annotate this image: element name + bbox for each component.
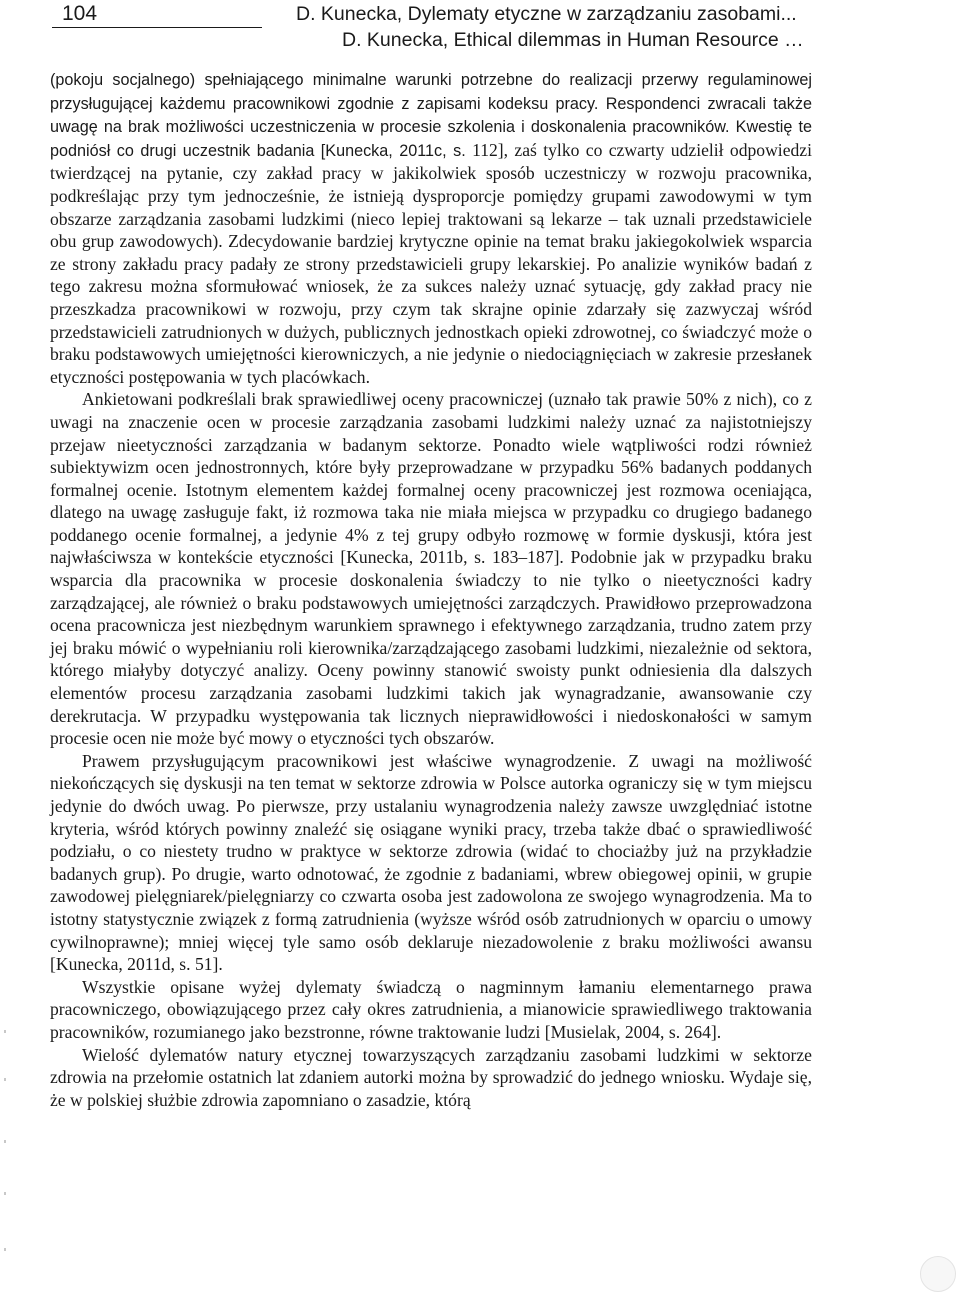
scan-mark xyxy=(4,1030,6,1033)
paragraph-5: Wielość dylematów natury etycznej towarzyszących zarządzaniu zasobami ludzkimi w sektorze zdrowia na przełomie ostatnich lat zdaniem autorki można by sprowadzić do jednego wniosku. Wydaje się, że w polskiej służbie zdrowia zapomniano o zasadzie, którą xyxy=(50,1044,812,1110)
paragraph-2: Ankietowani podkreślali brak sprawiedliwej oceny pracowniczej (uznało tak prawie 50% z nich), co z uwagi na znaczenie ocen w procesie zarządzania zasobami ludzkimi należy uznać za najistotniejszy przejaw nieetyczności zarządzania w badanym sektorze. Ponadto wiele wątpliwości rodzi również subiektywizm ocen jednostronnych, które były przeprowadzane w przypadku 56% badanych poddanych formalnej ocenie. Istotnym elementem każdej formalnej oceny pracowniczej jest rozmowa oceniająca, dlatego na uwagę zasługuje fakt, iż rozmowa taka nie miała miejsca w przypadku co drugiego badanego poddanego ocenie formalnej, a jedynie 4% z tej grupy odbyło rozmowę w formie dyskusji, która jest najwłaściwsza w kontekście etyczności [Kunecka, 2011b, s. 183–187]. Podobnie jak w przypadku braku wsparcia dla pracownika w procesie doskonalenia świadczy to nie tylko o nieetyczności kadry zarządzającej, ale również o braku podstawowych umiejętności zarządczych. Prawidłowo przeprowadzona ocena pracownicza jest niezbędnym warunkiem sprawnego i efektywnego zarządzania, trudno zatem przy jej braku mówić o wypełnianiu roli kierownika/zarządzającego zasobami ludzkimi, niezależnie od sektora, którego miałyby dotyczyć analizy. Oceny powinny stanowić swoisty punkt odniesienia dla dalszych elementów procesu zarządzania zasobami ludzkimi takich jak wynagradzanie, awansowanie czy derekrutacja. W przypadku występowania tak licznych nieprawidłowości i niedoskonałości w samym procesie ocen nie może być mowy o etyczności tych obszarów. xyxy=(50,389,812,749)
running-head-polish: D. Kunecka, Dylematy etyczne w zarządzaniu zasobami... xyxy=(296,3,797,25)
scan-mark xyxy=(4,1140,6,1143)
body-text xyxy=(50,68,812,1111)
running-head-english: D. Kunecka, Ethical dilemmas in Human Resource … xyxy=(342,29,804,51)
page-number: 104 xyxy=(62,2,98,25)
paragraph-1-rest: 112], zaś tylko co czwarty udzielił odpowiedzi twierdzącej na pytanie, czy zakład pracy w jakikolwiek sposób uczestniczy w rozwoju pracownika, podkreślając przy tym jednocześnie, że istnieją dysproporcje pomiędzy grupami zawodowymi w tym obszarze zarządzania zasobami ludzkimi (nieco lepiej traktowani są lekarze – tak uznali przedstawiciele obu grup zawodowych). Zdecydowanie bardziej krytyczne opinie na temat braku jakiegokolwiek wsparcia ze strony zakładu pracy padały ze strony przedstawicieli grupy lekarskiej. Po analizie wyników badań z tego zakresu można sformułować wniosek, że za sukces należy uznać sytuację, gdy zakład pracy nie przeszkadza pracownikowi w rozwoju, przy czym tak skrajne opinie zdarzały się zazwyczaj wśród przedstawicieli zatrudnionych w dużych, publicznych jednostkach opieki zdrowotnej, co świadczyć może o braku podstawowych umiejętności kierowniczych, a nie jedynie o niedociągnięciach w zakresie przesłanek etyczności postępowania w tych placówkach. xyxy=(50,139,812,387)
watermark-icon xyxy=(920,1256,956,1292)
header-rule xyxy=(52,27,262,28)
scan-mark xyxy=(4,1192,6,1195)
scan-mark xyxy=(4,1078,6,1081)
paragraph-1-lead: (pokoju socjalnego) spełniającego minimalne warunki potrzebne do realizacji przerwy regulaminowej przysługującej każdemu pracownikowi zgodnie z zapisami kodeksu pracy. Respondenci zwracali także uwagę na brak możliwości uczestniczenia w procesie szkolenia i doskonalenia pracowników. Kwestię te podniósł co drugi uczestnik badania [Kunecka, 2011c, s. xyxy=(50,71,812,160)
paragraph-1 xyxy=(50,68,812,388)
paragraph-4: Wszystkie opisane wyżej dylematy świadczą o nagminnym łamaniu elementarnego prawa pracowniczego, obowiązującego przez cały okres zatrudnienia, a mianowicie sprawiedliwego traktowania pracowników, rozumianego jako bezstronne, równe traktowanie ludzi [Musielak, 2004, s. 264]. xyxy=(50,976,812,1042)
paragraph-3: Prawem przysługującym pracownikowi jest właściwe wynagrodzenie. Z uwagi na możliwość niekończących się dyskusji na ten temat w sektorze zdrowia w Polsce autorka ograniczy się w tym miejscu jedynie do dwóch uwag. Po pierwsze, przy ustalaniu wynagrodzenia należy zawsze uwzględniać istotne kryteria, wśród których powinny znaleźć się osiągane wyniki pracy, trzeba także dbać o sprawiedliwość podziału, o co niestety trudno w praktyce w sektorze zdrowia (widać to chociażby już na przykładzie badanych grup). Po drugie, warto odnotować, że zgodnie z badaniami, wbrew obiegowej opinii, w grupie zawodowej pielęgniarek/pielęgniarzy co czwarta osoba jest zadowolona ze swojego wynagrodzenia. Ma to istotny statystycznie związek z formą zatrudnienia (wyższe wśród osób zatrudnionych w oparciu o umowy cywilnoprawne); mniej więcej tyle samo osób deklaruje niezadowolenie z braku możliwości awansu [Kunecka, 2011d, s. 51]. xyxy=(50,750,812,975)
scan-mark xyxy=(4,1248,6,1251)
